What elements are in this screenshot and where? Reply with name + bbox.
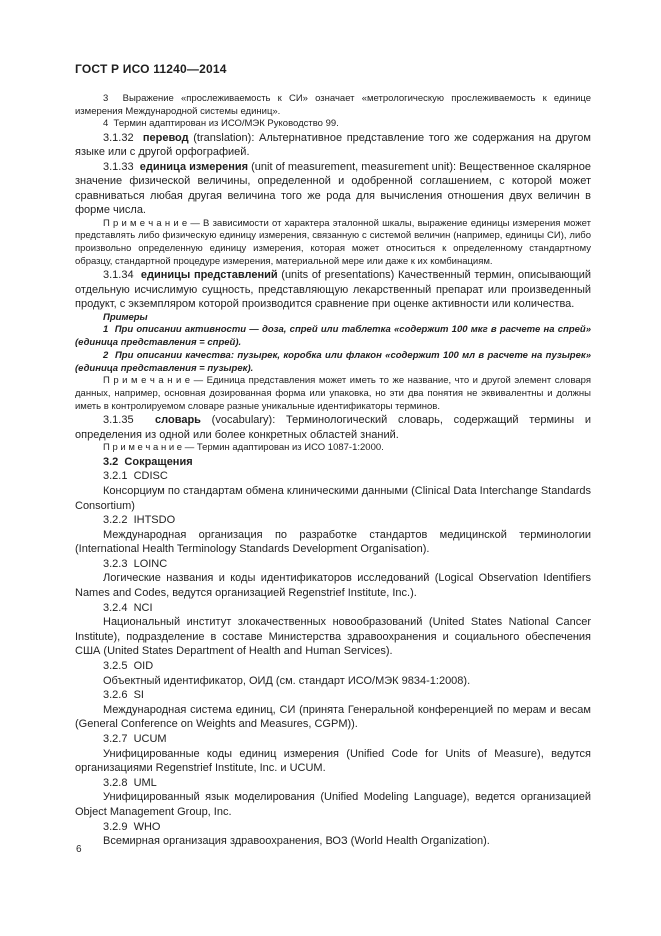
text-segment: 3.1.34 <box>103 269 141 282</box>
text-segment: единицы представлений <box>140 269 278 282</box>
abbr-code-nci <box>75 601 591 616</box>
abbr-code-si <box>75 688 591 703</box>
note-unit-of-presentation <box>75 375 591 413</box>
text-segment: П р и м е ч а н и е — Термин адаптирован из ИСО 1087-1:2000. <box>103 442 384 454</box>
note-unit-of-measurement <box>75 218 591 268</box>
text-segment: (units of presentations) Качественный термин, описывающий отдельную исчислимую сущность, представляющую лекарственный препарат или произведенный продукт, с экземпляром которой производится сравнение при оценке активности или количества. <box>75 269 592 311</box>
text-segment: Консорциум по стандартам обмена клиническими данными (Clinical Data Interchange Standards Consortium) <box>75 484 591 512</box>
abbr-code-oid <box>75 659 591 674</box>
abbr-code-uml <box>75 776 591 791</box>
document-body <box>75 93 591 849</box>
footnote-4 <box>75 118 591 131</box>
text-segment: Международная организация по разработке стандартов медицинской терминологии (International Health Terminology Standards Development Organisation). <box>75 528 591 556</box>
abbr-def-oid <box>75 674 591 689</box>
abbr-def-cdisc <box>75 484 591 513</box>
text-segment: 3.1.35 <box>103 414 156 427</box>
text-segment: Международная система единиц, СИ (принята Генеральной конференцией по мерам и весам (General Conference on Weights and Measures, CGPM)). <box>75 703 591 731</box>
note-vocabulary <box>75 442 591 455</box>
text-segment: 3.2.9 WHO <box>103 820 161 833</box>
document-title: ГОСТ Р ИСО 11240—2014 <box>75 62 227 76</box>
abbr-def-nci <box>75 615 591 659</box>
text-segment: 3.2.5 OID <box>103 660 154 673</box>
text-segment: единица измерения <box>139 160 249 173</box>
footnote-3 <box>75 93 591 118</box>
abbr-code-cdisc <box>75 469 591 484</box>
text-segment: словарь <box>155 414 201 427</box>
abbr-def-ucum <box>75 747 591 776</box>
text-segment: Примеры <box>103 311 148 323</box>
text-segment: 3.2.2 IHTSDO <box>103 514 176 527</box>
text-segment: 1 При описании активности — доза, спрей или таблетка «содержит 100 мкг в расчете на спрей» (единица представления = спрей). <box>75 324 591 349</box>
text-segment: Объектный идентификатор, ОИД (см. стандарт ИСО/МЭК 9834-1:2008). <box>103 674 471 687</box>
text-segment: Унифицированные коды единиц измерения (Unified Code for Units of Measure), ведутся организациями Regenstrief Institute, Inc. и UCUM. <box>75 747 591 775</box>
text-segment: Национальный институт злокачественных новообразований (United States National Cancer Institute), подразделение в составе Министерства здравоохранения и социального обеспечения США (United States Department of Health and Human Services). <box>75 616 591 658</box>
text-segment: 3.2.7 UCUM <box>103 733 167 745</box>
abbr-code-ihtsdo <box>75 513 591 528</box>
text-segment: П р и м е ч а н и е — Единица представления может иметь то же название, что и другой элемент словаря данных, например, основная дозированная форма или упаковка, но эти два понятия не эквивалентны и должны иметь в контролируемом словаре разные уникальные идентификаторы терминов. <box>75 375 591 412</box>
text-segment: (unit of measurement, measurement unit): Вещественное скалярное значение физической величины, определенной и одобренной соглашением, с которой может сравниваться любая другая величина того же рода для вычисления отношения двух величин в форме числа. <box>75 160 591 217</box>
text-segment: 3 Выражение «прослеживаемость к СИ» означает «метрологическую прослеживаемость к единице измерения Международной системы единиц». <box>75 93 591 117</box>
term-3-1-32 <box>75 131 591 160</box>
text-segment: 3.1.32 <box>103 131 143 144</box>
abbr-code-who <box>75 820 591 835</box>
text-segment: (translation): Альтернативное представление того же содержания на другом языке или с другой орфографией. <box>75 131 591 159</box>
text-segment: 3.2.4 NCI <box>103 601 153 614</box>
term-3-1-34 <box>75 268 591 312</box>
abbr-def-uml <box>75 790 591 819</box>
text-segment: Логические названия и коды идентификаторов исследований (Logical Observation Identifiers Names and Codes, ведутся организацией Regenstrief Institute, Inc.). <box>75 572 591 600</box>
text-segment: (vocabulary): Терминологический словарь, содержащий термины и определения из одной или более конкретных областей знаний. <box>75 414 592 441</box>
abbr-def-loinc <box>75 571 591 600</box>
term-3-1-33 <box>75 160 591 218</box>
text-segment: Унифицированный язык моделирования (Unified Modeling Language), ведется организацией Object Management Group, Inc. <box>75 791 591 818</box>
text-segment: 2 При описании качества: пузырек, коробка или флакон «содержит 100 мл в расчете на пузырек» (единица представления = пузырек). <box>75 349 591 374</box>
abbr-def-who <box>75 834 591 849</box>
examples-title <box>75 312 591 325</box>
text-segment: 3.2.8 UML <box>103 776 157 789</box>
abbr-code-ucum <box>75 732 591 747</box>
text-segment: 3.2.1 CDISC <box>103 470 168 483</box>
text-segment: Всемирная организация здравоохранения, ВОЗ (World Health Organization). <box>103 835 490 848</box>
term-3-1-35 <box>75 413 591 442</box>
example-1 <box>75 324 591 350</box>
text-segment: 3.1.33 <box>103 160 140 173</box>
abbr-def-si <box>75 703 591 732</box>
section-heading-3-2 <box>75 455 591 470</box>
text-segment: П р и м е ч а н и е — В зависимости от характера эталонной шкалы, выражение единицы измерения может представлять либо физическую единицу измерения, связанную с системой величин (например, единицы СИ), либо произвольно определенную единицу измерения, которая может относиться к определенному стандартному образцу, стандартной процедуре измерения, материальной мере или даже к их комбинациям. <box>75 217 591 267</box>
text-segment: 4 Термин адаптирован из ИСО/МЭК Руководство 99. <box>103 118 339 130</box>
text-segment: 3.2 Сокращения <box>103 455 193 468</box>
text-segment: 3.2.3 LOINC <box>103 557 168 570</box>
abbr-def-ihtsdo <box>75 528 591 557</box>
abbr-code-loinc <box>75 557 591 572</box>
example-2 <box>75 350 591 376</box>
text-segment: 3.2.6 SI <box>103 689 144 702</box>
text-segment: перевод <box>142 131 189 144</box>
page-number: 6 <box>76 844 82 855</box>
